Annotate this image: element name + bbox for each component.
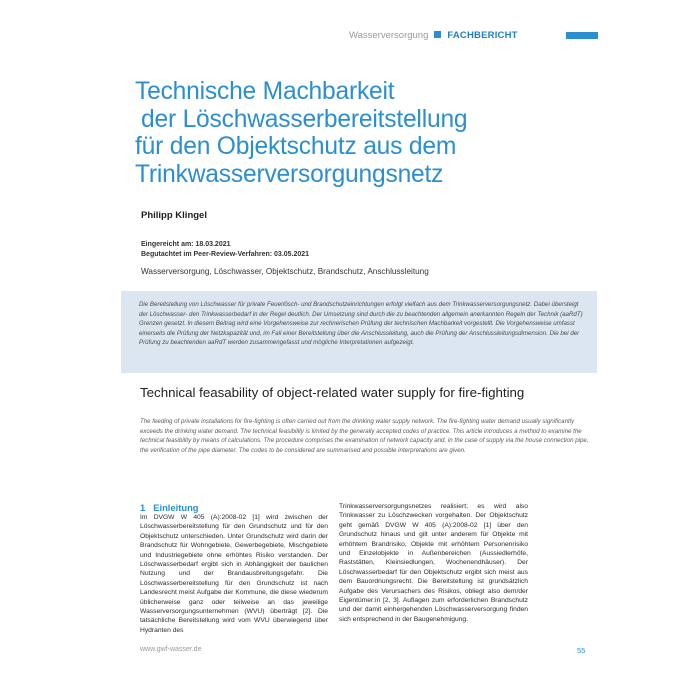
date-reviewed: Begutachtet im Peer-Review-Verfahren: 03.05.2021 bbox=[141, 250, 310, 258]
author-name: Philipp Klingel bbox=[141, 210, 207, 221]
abstract-german: Die Bereitstellung von Löschwasser für private Feuerlösch- und Brandschutzeinrichtungen erfolgt vielfach aus dem Trinkwasserversorgungsnetz. Dabei übersteigt der Löschwasser- den Trinkwasserbedarf in der Regel deutlich. Der Umsetzung sind durch die zu beachtenden allgemein anerkannten Regeln der Technik (aaRdT) Grenzen gesetzt. In diesem Beitrag wird eine Vorgehensweise zur rechnerischen Prüfung der technischen Machbarkeit vorgestellt. Die Vorgehensweise umfasst einerseits die Prüfung der Netzkapazität und, im Fall einer Bereitstellung über die Anschlussleitung, auch die Prüfung der Anschlussleitungsdimension. Die bei der Prüfung zu beachtenden aaRdT werden zusammengefasst und mögliche Interpretationen aufgezeigt. bbox=[139, 301, 583, 346]
title-line: Technische Machbarkeit bbox=[135, 78, 395, 105]
title-line: für den Objektschutz aus dem bbox=[135, 133, 457, 160]
submission-dates bbox=[141, 240, 309, 259]
title-line: Trinkwasserversorgungsnetz bbox=[135, 160, 444, 188]
section-number: 1 bbox=[140, 502, 146, 513]
section-heading bbox=[140, 502, 199, 513]
body-column-left: Im DVGW W 405 (A):2008-02 [1] wird zwischen der Löschwasserbereitstellung für den Grundschutz und für den Objektschutz unterschieden. Unter Grundschutz wird darin der Brandschutz für Wohngebiete, Gewerbegebiete, Mischgebiete und Industriegebiete ohne erhöhtes Risiko verstanden. Der Löschwasserbedarf ergibt sich in Abhängigkeit der baulichen Nutzung und der Brandausbreitungsgefahr. Die Löschwasserbereitstellung für den Grundschutz ist nach Landesrecht meist Aufgabe der Kommune, die diese wiederum üblicherweise ganz oder teilweise an das jeweilige Wasserversorgungsunternehmen (WVU) überträgt [2]. Die tatsächliche Bereitstellung wird vom WVU überwiegend über Hydranten des bbox=[140, 514, 328, 634]
date-submitted: Eingereicht am: 18.03.2021 bbox=[141, 241, 231, 248]
english-title: Technical feasability of object-related water supply for fire-fighting bbox=[140, 385, 525, 400]
footer-url: www.gwf-wasser.de bbox=[140, 646, 202, 653]
header-accent-bar bbox=[566, 32, 598, 39]
article-title bbox=[135, 78, 467, 188]
header-square-icon bbox=[434, 31, 441, 38]
page-number: 55 bbox=[577, 646, 586, 655]
section-title: Einleitung bbox=[153, 502, 199, 513]
header-section: Wasserversorgung bbox=[349, 30, 429, 41]
running-header bbox=[349, 30, 518, 41]
abstract-english: The feeding of private installations for fire-fighting is often carried out from the drinking water supply network. The fire-fighting water demand usually significantly exceeds the drinking water demand. The technical feasibility is limited by the generally accepted codes of practice. This article introduces a method to examine the technical feasibility by means of calculations. The procedure comprises the examination of network capacity and, in the case of supply via the house connection pipe, the verification of the pipe diameter. The codes to be considered are summarised and possible interpretations are given. bbox=[140, 418, 589, 454]
abstract-german-box bbox=[121, 291, 597, 373]
keywords: Wasserversorgung, Löschwasser, Objektschutz, Brandschutz, Anschlussleitung bbox=[141, 267, 429, 276]
title-line: der Löschwasserbereitstellung bbox=[141, 105, 468, 133]
header-category: FACHBERICHT bbox=[447, 30, 518, 41]
body-column-right: Trinkwasserversorgungsnetzes realisiert; es wird also Trinkwasser zu Löschzwecken vorgehalten. Der Objektschutz geht gemäß DVGW W 405 (A):2008-02 [1] über den Grundschutz hinaus und gilt unter anderem für Objekte mit erhöhtem Brandrisiko, Objekte mit erhöhtem Personenrisiko und Einzelobjekte in Außenbereichen (Aussiedlerhöfe, Raststätten, Kleinsiedlungen, Wochenendhäuser). Der Löschwasserbedarf für den Objektschutz ergibt sich meist aus dem Bauordnungsrecht. Die Bereitstellung ist grundsätzlich Aufgabe des Verursachers des Risikos, obliegt also dem/der Eigentümer:in [2, 3]. Auflagen zum erforderlichen Brandschutz und der damit einhergehenden Löschwasserversorgung finden sich entsprechend in der Baugenehmigung. bbox=[339, 503, 528, 623]
